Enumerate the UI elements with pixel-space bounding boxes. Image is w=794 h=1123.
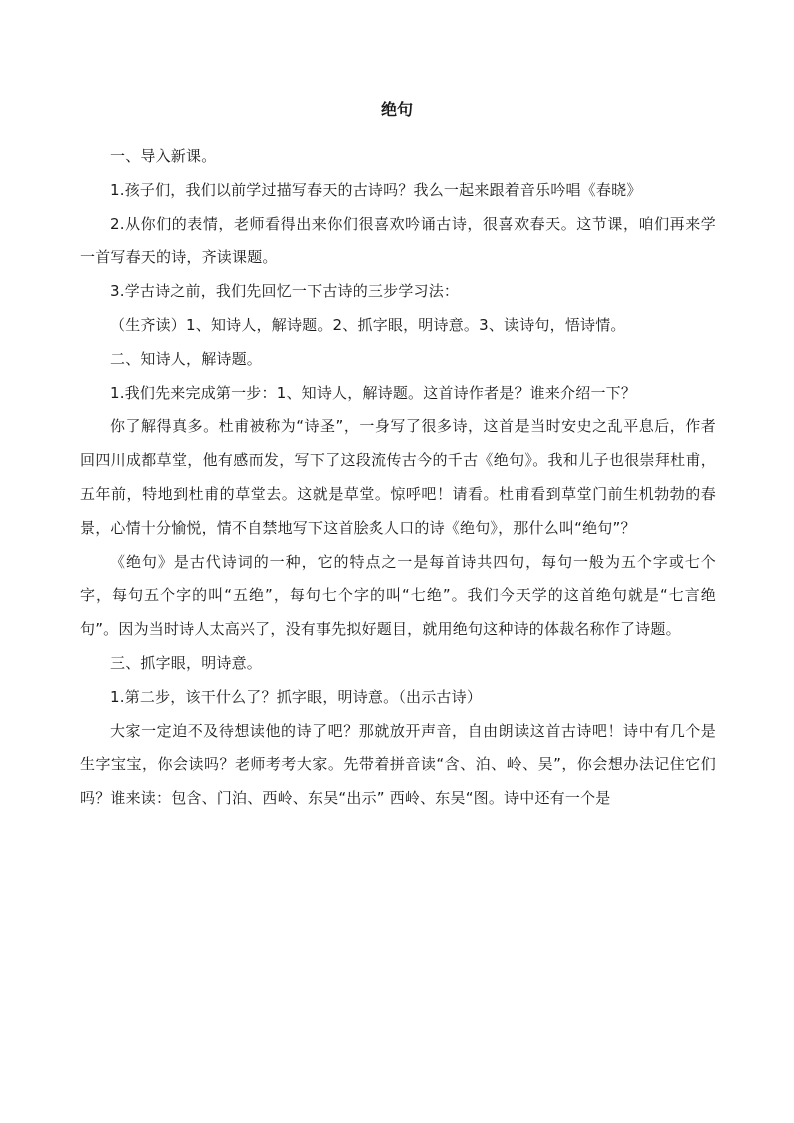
paragraph: 3.学古诗之前，我们先回忆一下古诗的三步学习法：: [110, 282, 460, 301]
paragraph: 1.孩子们，我们以前学过描写春天的古诗吗？我么一起来跟着音乐吟唱《春晓》: [110, 180, 642, 199]
section-heading-keywords: 三、抓字眼，明诗意。: [110, 653, 263, 672]
section-heading-intro: 一、导入新课。: [110, 147, 217, 165]
paragraph: 1.我们先来完成第一步：1、知诗人，解诗题。这首诗作者是？谁来介绍一下？: [110, 383, 637, 402]
paragraph: （生齐读）1、知诗人，解诗题。2、抓字眼，明诗意。3、读诗句，悟诗情。: [110, 315, 626, 334]
paragraph: 大家一定迫不及待想读他的诗了吧？那就放开声音，自由朗读这首古诗吧！诗中有几个是生字宝宝，你会读吗？老师考考大家。先带着拼音读“含、泊、岭、吴”，你会想办法记住它们吗？谁来读：包含、门泊、西岭、东吴“出示” 西岭、东吴“图。诗中还有一个是: [80, 721, 716, 808]
document-body: [80, 140, 716, 816]
paragraph: 1.第二步，该干什么了？抓字眼，明诗意。（出示古诗）: [110, 687, 483, 706]
paragraph: 2.从你们的表情，老师看得出来你们很喜欢吟诵古诗，很喜欢春天。这节课，咱们再来学一首写春天的诗，齐读课题。: [80, 214, 716, 267]
paragraph: 你了解得真多。杜甫被称为“诗圣”，一身写了很多诗，这首是当时安史之乱平息后，作者回四川成都草堂，他有感而发，写下了这段流传古今的千古《绝句》。我和儿子也很崇拜杜甫，五年前，特地到杜甫的草堂去。这就是草堂。惊呼吧！请看。杜甫看到草堂门前生机勃勃的春景，心情十分愉悦，情不自禁地写下这首脍炙人口的诗《绝句》，那什么叫“绝句”？: [80, 417, 716, 537]
paragraph: 《绝句》是古代诗词的一种，它的特点之一是每首诗共四句，每句一般为五个字或七个字，每句五个字的叫“五绝”，每句七个字的叫“七绝”。我们今天学的这首绝句就是“七言绝句”。因为当时诗人太高兴了，没有事先拟好题目，就用绝句这种诗的体裁名称作了诗题。: [80, 552, 716, 639]
document-title: 绝句: [380, 100, 413, 119]
section-heading-poet: 二、知诗人，解诗题。: [110, 349, 263, 368]
